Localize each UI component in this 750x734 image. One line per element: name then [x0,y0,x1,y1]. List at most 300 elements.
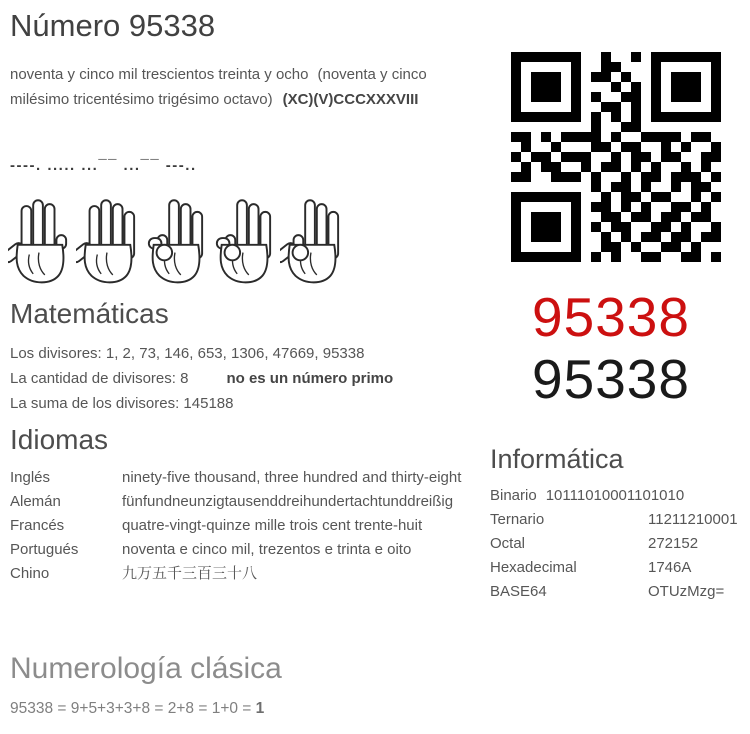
info-row-base64 [490,580,746,604]
qr-module [571,92,581,102]
qr-module [531,142,541,152]
qr-module [711,162,721,172]
qr-module [521,122,531,132]
qr-module [691,142,701,152]
qr-module [661,152,671,162]
qr-module [511,52,521,62]
lang-row-portugues [10,538,472,562]
qr-module [671,212,681,222]
info-value: OTUzMzg= [648,583,725,600]
qr-module [611,162,621,172]
qr-module [671,192,681,202]
qr-module [651,142,661,152]
qr-module [621,112,631,122]
qr-module [671,222,681,232]
qr-module [661,232,671,242]
qr-module [541,112,551,122]
qr-module [571,102,581,112]
qr-module [581,232,591,242]
qr-module [591,232,601,242]
qr-module [541,92,551,102]
info-value: 11211210001 [648,511,738,528]
qr-module [521,92,531,102]
qr-module [631,142,641,152]
qr-module [541,192,551,202]
qr-module [661,212,671,222]
qr-module [541,102,551,112]
lang-value: quatre-vingt-quinze mille trois cent trente-huit [122,517,423,534]
qr-module [681,132,691,142]
qr-module [651,112,661,122]
qr-module [621,152,631,162]
qr-module [641,82,651,92]
qr-module [621,222,631,232]
qr-module [671,242,681,252]
qr-module [691,52,701,62]
info-row-hexadecimal [490,556,746,580]
qr-module [651,202,661,212]
qr-module [571,222,581,232]
qr-module [601,212,611,222]
qr-module [631,132,641,142]
qr-module [711,72,721,82]
lang-row-frances [10,514,472,538]
qr-module [691,202,701,212]
section-informatica [490,444,746,604]
info-value: 10111010001101010 [545,487,685,504]
qr-module [601,222,611,232]
lang-label: Chino [10,565,50,582]
qr-module [621,122,631,132]
qr-module [551,62,561,72]
qr-module [541,222,551,232]
qr-module [531,192,541,202]
qr-module [571,192,581,202]
qr-module [591,182,601,192]
qr-module [571,252,581,262]
qr-module [681,102,691,112]
qr-module [601,172,611,182]
qr-module [571,112,581,122]
qr-module [541,242,551,252]
info-row-ternario [490,508,746,532]
qr-module [551,182,561,192]
qr-module [671,62,681,72]
qr-module [611,192,621,202]
qr-module [551,192,561,202]
qr-module [661,242,671,252]
qr-module [661,62,671,72]
qr-module [621,172,631,182]
qr-module [571,62,581,72]
qr-module [581,252,591,262]
qr-module [701,142,711,152]
qr-module [711,182,721,192]
lang-value: 九万五千三百三十八 [122,565,258,582]
suma-line: La suma de los divisores: 145188 [10,395,234,412]
divisores-line: Los divisores: 1, 2, 73, 146, 653, 1306, 47669, 95338 [10,345,365,362]
qr-module [561,172,571,182]
ordinal-text: (noventa y cinco milésimo tricentésimo trigésimo octavo) [10,66,427,108]
qr-module [541,172,551,182]
qr-module [641,132,651,142]
qr-module [621,232,631,242]
qr-module [641,192,651,202]
qr-module [711,52,721,62]
qr-module [701,122,711,132]
info-label: Binario [490,487,537,504]
numerology-formula [10,700,610,718]
qr-module [561,232,571,242]
qr-module [531,92,541,102]
qr-module [651,52,661,62]
qr-module [581,132,591,142]
lang-label: Alemán [10,493,61,510]
qr-module [551,102,561,112]
qr-module [641,102,651,112]
qr-module [641,172,651,182]
qr-module [701,182,711,192]
qr-module [711,152,721,162]
qr-module [711,62,721,72]
qr-module [701,232,711,242]
qr-module [651,252,661,262]
qr-module [641,112,651,122]
qr-module [691,182,701,192]
qr-module [651,102,661,112]
qr-module [631,252,641,262]
qr-module [631,172,641,182]
qr-module [521,222,531,232]
qr-module [601,52,611,62]
qr-module [511,122,521,132]
qr-module [691,172,701,182]
qr-module [571,122,581,132]
qr-module [531,242,541,252]
qr-module [711,212,721,222]
qr-module [651,122,661,132]
qr-module [511,222,521,232]
qr-module [701,52,711,62]
qr-module [651,182,661,192]
qr-code [511,52,721,262]
qr-module [591,132,601,142]
qr-module [541,52,551,62]
morse-code: ----. ..... ...¯¯ ...¯¯ ---.. [10,157,197,174]
idiomas-heading: Idiomas [10,424,109,455]
qr-module [691,222,701,232]
qr-module [591,92,601,102]
qr-module [541,62,551,72]
page-title: Número 95338 [10,8,216,43]
qr-module [621,202,631,212]
qr-module [621,212,631,222]
qr-module [611,112,621,122]
qr-module [651,232,661,242]
qr-module [681,162,691,172]
qr-module [531,172,541,182]
qr-module [571,232,581,242]
qr-module [601,142,611,152]
qr-module [701,132,711,142]
qr-module [521,242,531,252]
cantidad-line [10,366,472,391]
qr-module [601,232,611,242]
qr-module [631,212,641,222]
qr-module [661,102,671,112]
qr-module [621,102,631,112]
qr-module [701,242,711,252]
qr-module [521,252,531,262]
qr-module [511,62,521,72]
info-label: BASE64 [490,583,547,600]
qr-module [661,222,671,232]
qr-module [591,252,601,262]
qr-module [511,132,521,142]
lang-row-aleman [10,490,472,514]
qr-module [531,152,541,162]
qr-module [661,52,671,62]
qr-module [541,212,551,222]
qr-module [551,72,561,82]
qr-module [581,162,591,172]
hand-sign-3 [212,192,274,291]
qr-module [571,142,581,152]
qr-module [591,112,601,122]
lang-value: ninety-five thousand, three hundred and thirty-eight [122,469,462,486]
qr-module [591,62,601,72]
qr-module [581,122,591,132]
qr-module [671,162,681,172]
qr-module [551,52,561,62]
qr-module [711,102,721,112]
qr-module [581,102,591,112]
qr-module [641,122,651,132]
qr-module [551,232,561,242]
qr-module [511,152,521,162]
qr-module [681,182,691,192]
qr-module [691,132,701,142]
hand-sign-3 [144,192,206,291]
lang-row-ingles [10,466,472,490]
qr-module [661,112,671,122]
qr-module [681,92,691,102]
qr-module [591,242,601,252]
qr-module [511,252,521,262]
qr-module [611,152,621,162]
qr-module [531,52,541,62]
qr-module [711,192,721,202]
qr-module [581,182,591,192]
qr-module [531,122,541,132]
qr-module [561,122,571,132]
qr-module [521,212,531,222]
qr-module [581,92,591,102]
qr-module [561,192,571,202]
qr-module [611,52,621,62]
qr-module [511,72,521,82]
qr-module [591,172,601,182]
qr-module [651,242,661,252]
qr-module [671,142,681,152]
qr-module [681,142,691,152]
qr-module [621,92,631,102]
qr-module [671,52,681,62]
qr-module [681,82,691,92]
qr-module [681,152,691,162]
qr-module [531,102,541,112]
qr-module [631,72,641,82]
qr-module [551,152,561,162]
qr-module [711,92,721,102]
qr-module [571,132,581,142]
qr-module [571,162,581,172]
qr-module [691,92,701,102]
qr-module [651,82,661,92]
qr-module [561,142,571,152]
qr-module [541,122,551,132]
qr-module [631,92,641,102]
qr-module [581,52,591,62]
qr-module [541,202,551,212]
qr-module [671,122,681,132]
qr-module [671,112,681,122]
qr-module [521,132,531,142]
qr-module [711,82,721,92]
qr-module [691,232,701,242]
qr-module [611,252,621,262]
qr-module [661,122,671,132]
qr-module [531,62,541,72]
qr-module [591,222,601,232]
qr-module [701,212,711,222]
qr-module [591,102,601,112]
qr-module [521,192,531,202]
qr-module [671,92,681,102]
qr-module [711,222,721,232]
qr-module [581,82,591,92]
qr-module [561,152,571,162]
qr-module [601,112,611,122]
qr-module [631,192,641,202]
qr-module [531,202,541,212]
qr-module [601,162,611,172]
qr-module [581,192,591,202]
qr-module [701,152,711,162]
qr-module [631,242,641,252]
qr-module [591,142,601,152]
qr-module [601,72,611,82]
qr-module [521,102,531,112]
qr-module [581,142,591,152]
numerologia-heading: Numerología clásica [10,652,282,685]
hand-sign-8 [280,192,342,291]
qr-module [591,162,601,172]
qr-module [661,252,671,262]
qr-module [621,132,631,142]
qr-module [661,162,671,172]
lang-value: fünfundneunzigtausenddreihundertachtunddreißig [122,493,454,510]
qr-module [691,72,701,82]
qr-module [651,152,661,162]
qr-module [611,172,621,182]
qr-module [661,192,671,202]
qr-module [681,232,691,242]
lang-value: noventa e cinco mil, trezentos e trinta e oito [122,541,412,558]
qr-module [661,172,671,182]
qr-module [701,172,711,182]
qr-module [611,212,621,222]
qr-module [671,152,681,162]
qr-module [521,72,531,82]
qr-module [611,122,621,132]
qr-module [631,152,641,162]
qr-module [511,202,521,212]
qr-module [651,222,661,232]
number-in-words [10,62,472,112]
qr-module [581,172,591,182]
qr-module [601,152,611,162]
qr-module [671,232,681,242]
qr-module [551,222,561,232]
qr-module [641,162,651,172]
info-label: Hexadecimal [490,559,577,576]
qr-module [671,252,681,262]
qr-module [581,202,591,212]
qr-module [641,52,651,62]
qr-module [581,152,591,162]
qr-module [621,242,631,252]
qr-module [691,152,701,162]
qr-module [601,192,611,202]
qr-module [551,252,561,262]
qr-module [531,182,541,192]
qr-module [611,222,621,232]
qr-module [691,122,701,132]
qr-module [681,172,691,182]
hand-sign-5 [76,192,138,291]
qr-module [671,202,681,212]
qr-module [511,162,521,172]
qr-module [551,172,561,182]
qr-module [671,102,681,112]
qr-module [621,72,631,82]
qr-module [561,112,571,122]
qr-module [701,112,711,122]
qr-module [591,212,601,222]
qr-module [591,192,601,202]
qr-module [601,132,611,142]
qr-module [681,202,691,212]
formula-result: 1 [255,700,265,717]
qr-module [641,252,651,262]
info-label: Ternario [490,511,545,528]
qr-module [561,202,571,212]
qr-module [661,202,671,212]
qr-module [571,82,581,92]
qr-module [541,252,551,262]
qr-module [701,82,711,92]
qr-module [681,52,691,62]
lang-label: Portugués [10,541,79,558]
qr-module [711,232,721,242]
qr-module [681,72,691,82]
qr-module [611,72,621,82]
qr-module [711,172,721,182]
qr-module [691,102,701,112]
qr-module [641,142,651,152]
qr-module [691,212,701,222]
